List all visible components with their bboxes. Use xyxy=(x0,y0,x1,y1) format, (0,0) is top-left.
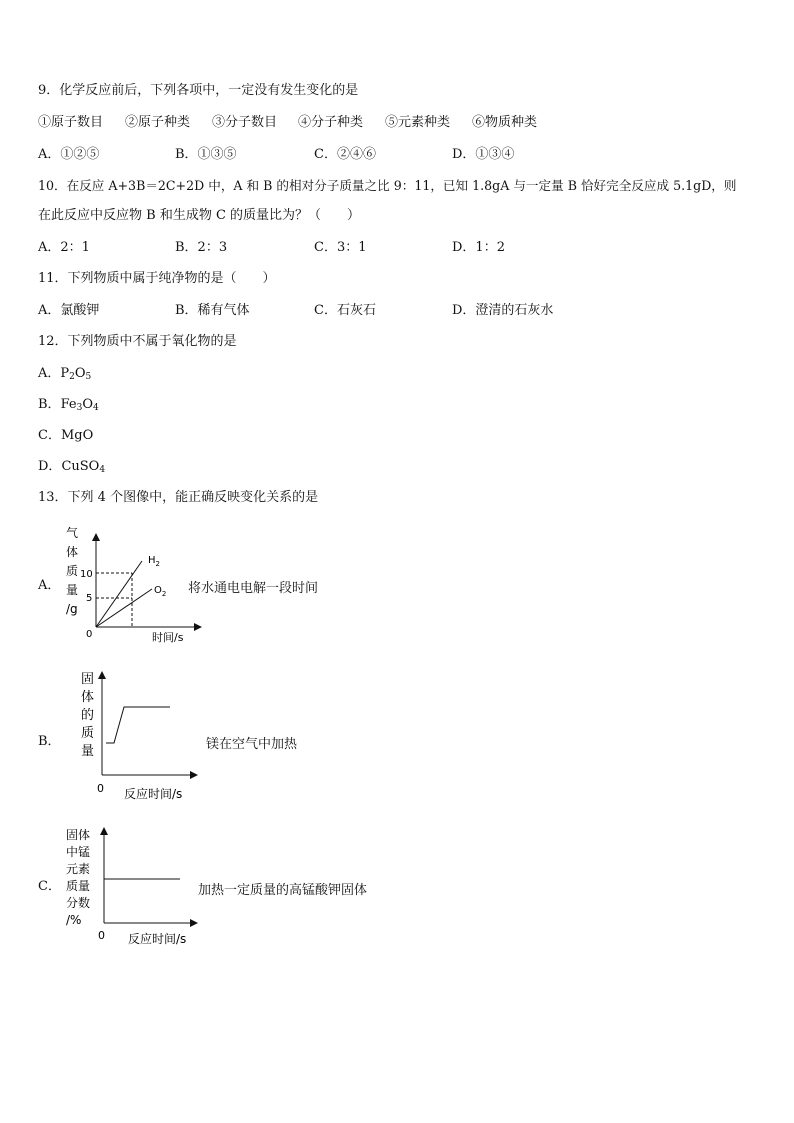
graph-c-origin: 0 xyxy=(98,929,105,942)
svg-text:元素: 元素 xyxy=(66,862,91,876)
q9-item-6: ⑥物质种类 xyxy=(472,115,538,130)
q11-option-c: C．石灰石 xyxy=(314,303,376,318)
svg-text:量: 量 xyxy=(81,744,95,759)
graph-c-ylabel xyxy=(66,827,90,927)
graph-b xyxy=(72,665,222,805)
q9-stem: 9．化学反应前后，下列各项中，一定没有发生变化的是 xyxy=(38,83,359,98)
graph-a-tick-5: 5 xyxy=(86,593,93,604)
svg-text:气: 气 xyxy=(66,526,79,540)
q12-option-b: B．$Fe_3O_4$ xyxy=(38,397,99,413)
graph-b-origin: 0 xyxy=(97,782,104,795)
svg-text:质: 质 xyxy=(66,564,79,578)
q9-item-3: ③分子数目 xyxy=(212,115,278,130)
q11-option-b: B．稀有气体 xyxy=(175,303,250,318)
svg-text:量: 量 xyxy=(66,583,79,597)
graph-a-tick-10: 10 xyxy=(80,569,93,580)
graph-a-label: A． xyxy=(38,578,61,593)
svg-text:固: 固 xyxy=(81,672,95,687)
graph-a-o2-line xyxy=(96,589,152,627)
q10-option-d: D．1：2 xyxy=(452,240,505,255)
graph-c-label: C． xyxy=(38,879,61,894)
q10-stem-line1: 10．在反应 A+3B＝2C+2D 中，A 和 B 的相对分子质量之比 9：11，已知 1.8gA 与一定量 B 恰好完全反应成 5.1gD，则 xyxy=(38,178,737,193)
svg-text:体: 体 xyxy=(81,690,95,705)
svg-text:的: 的 xyxy=(81,708,95,723)
svg-text:/%: /% xyxy=(66,913,82,927)
graph-a-h2-line xyxy=(96,561,142,627)
q11-stem: 11．下列物质中属于纯净物的是（ ） xyxy=(38,271,276,286)
graph-a-ylabel xyxy=(66,525,78,616)
svg-text:中锰: 中锰 xyxy=(66,845,91,859)
graph-b-curve xyxy=(106,707,170,743)
q9-option-c: C．②④⑥ xyxy=(314,147,376,162)
q9-option-d: D．①③④ xyxy=(452,147,515,162)
q9-item-1: ①原子数目 xyxy=(38,115,104,130)
q10-stem-line2: 在此反应中反应物 B 和生成物 C 的质量比为？（ ） xyxy=(38,208,361,223)
q9-item-5: ⑤元素种类 xyxy=(385,115,451,130)
q10-option-a: A．2：1 xyxy=(38,240,90,255)
graph-c xyxy=(60,823,210,953)
svg-text:体: 体 xyxy=(66,545,79,559)
svg-text:分数: 分数 xyxy=(66,896,91,910)
graph-b-label: B． xyxy=(38,734,61,749)
svg-text:固体: 固体 xyxy=(66,828,91,842)
q9-item-4: ④分子种类 xyxy=(298,115,364,130)
q10-option-c: C．3：1 xyxy=(314,240,367,255)
q12-option-c: C．MgO xyxy=(38,428,94,443)
graph-b-ylabel xyxy=(81,672,94,759)
q12-option-d: D．CuSO$_4$ xyxy=(38,459,106,475)
q11-option-d: D．澄清的石灰水 xyxy=(452,303,554,318)
graph-a-caption: 将水通电电解一段时间 xyxy=(188,581,319,596)
q9-item-2: ②原子种类 xyxy=(125,115,191,130)
q9-option-a: A．①②⑤ xyxy=(38,147,100,162)
svg-text:质量: 质量 xyxy=(66,879,91,893)
svg-text:/g: /g xyxy=(66,602,78,616)
q13-stem: 13．下列 4 个图像中，能正确反映变化关系的是 xyxy=(38,490,319,505)
graph-b-caption: 镁在空气中加热 xyxy=(206,737,298,752)
graph-a-origin: 0 xyxy=(86,629,93,640)
graph-c-xlabel: 反应时间/s xyxy=(128,932,187,946)
graph-b-xlabel: 反应时间/s xyxy=(124,787,183,801)
graph-a-xlabel: 时间/s xyxy=(152,631,184,644)
q12-option-a: A．$P_2O_5$ xyxy=(38,366,92,382)
q9-option-b: B．①③⑤ xyxy=(175,147,237,162)
svg-text:质: 质 xyxy=(81,726,95,741)
graph-a-o2-label: $O_2$ xyxy=(154,585,167,598)
graph-a-h2-label: $H_2$ xyxy=(148,555,160,568)
q11-option-a: A．氯酸钾 xyxy=(38,303,100,318)
graph-c-caption: 加热一定质量的高锰酸钾固体 xyxy=(198,883,368,898)
q10-option-b: B．2：3 xyxy=(175,240,228,255)
q12-stem: 12．下列物质中不属于氧化物的是 xyxy=(38,334,237,349)
